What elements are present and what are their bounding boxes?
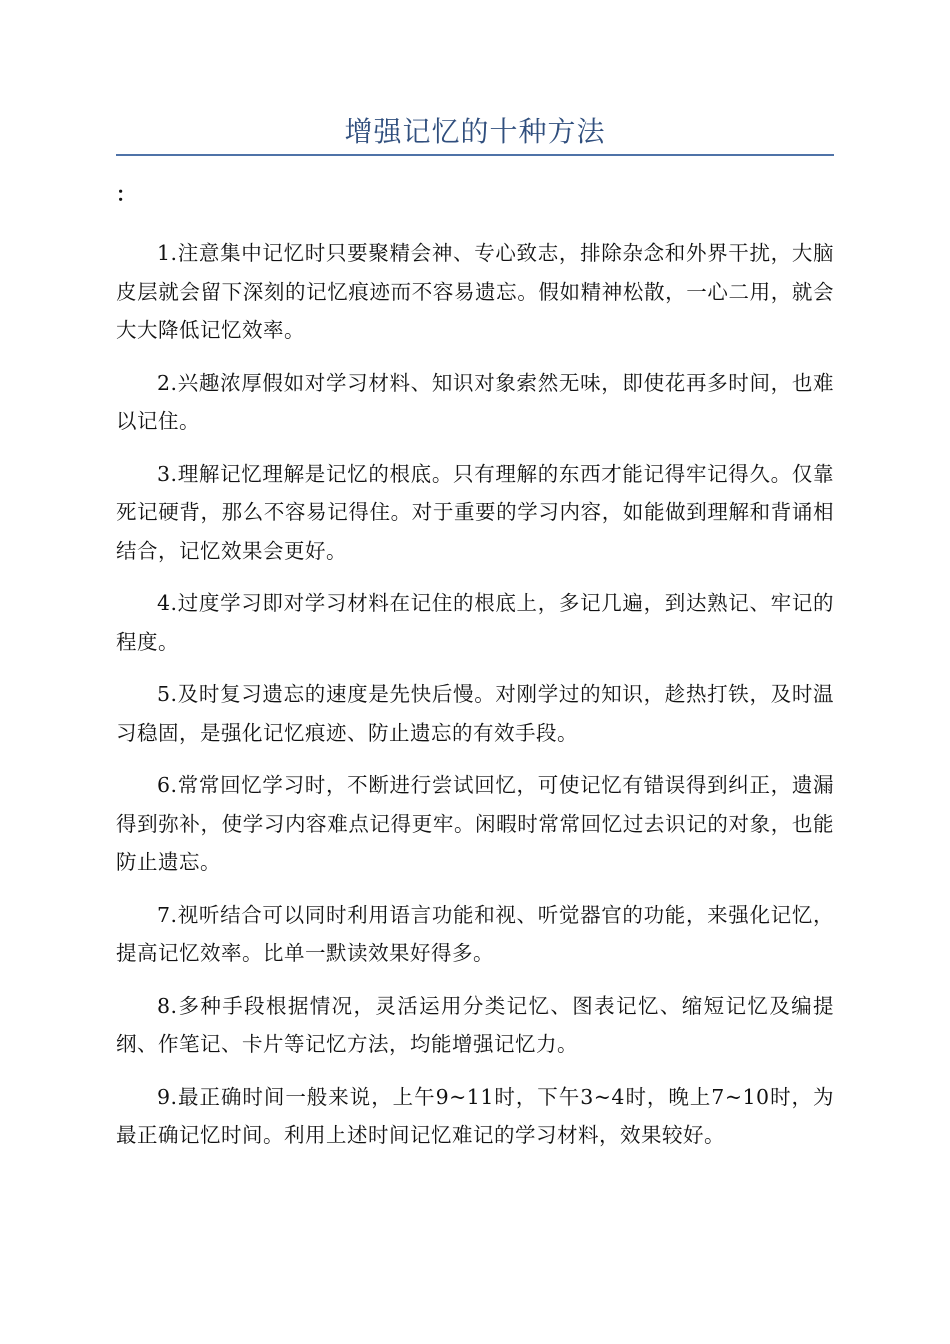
- paragraph-list: [116, 234, 834, 1155]
- document-page: [116, 112, 834, 1169]
- paragraph-2: 2.兴趣浓厚假如对学习材料、知识对象索然无味，即使花再多时间，也难以记住。: [116, 370, 834, 433]
- title-underline: [116, 154, 834, 156]
- paragraph-6: 6.常常回忆学习时，不断进行尝试回忆，可使记忆有错误得到纠正，遗漏得到弥补，使学习内容难点记得更牢。闲暇时常常回忆过去识记的对象，也能防止遗忘。: [116, 773, 834, 874]
- paragraph-8: 8.多种手段根据情况，灵活运用分类记忆、图表记忆、缩短记忆及编提纲、作笔记、卡片等记忆方法，均能增强记忆力。: [116, 993, 834, 1056]
- paragraph-4: 4.过度学习即对学习材料在记住的根底上，多记几遍，到达熟记、牢记的程度。: [116, 591, 834, 654]
- paragraph-7: 7.视听结合可以同时利用语言功能和视、听觉器官的功能，来强化记忆，提高记忆效率。比单一默读效果好得多。: [116, 902, 834, 965]
- paragraph-9: 9.最正确时间一般来说，上午9~11时，下午3~4时，晚上7~10时，为最正确记忆时间。利用上述时间记忆难记的学习材料，效果较好。: [116, 1084, 834, 1147]
- paragraph-5: 5.及时复习遗忘的速度是先快后慢。对刚学过的知识，趁热打铁，及时温习稳固，是强化记忆痕迹、防止遗忘的有效手段。: [116, 682, 834, 745]
- lead-mark: ：: [116, 182, 136, 206]
- paragraph-3: 3.理解记忆理解是记忆的根底。只有理解的东西才能记得牢记得久。仅靠死记硬背，那么不容易记得住。对于重要的学习内容，如能做到理解和背诵相结合，记忆效果会更好。: [116, 461, 834, 563]
- document-title: 增强记忆的十种方法: [344, 115, 606, 148]
- paragraph-1: 1.注意集中记忆时只要聚精会神、专心致志，排除杂念和外界干扰，大脑皮层就会留下深刻的记忆痕迹而不容易遗忘。假如精神松散，一心二用，就会大大降低记忆效率。: [116, 241, 834, 342]
